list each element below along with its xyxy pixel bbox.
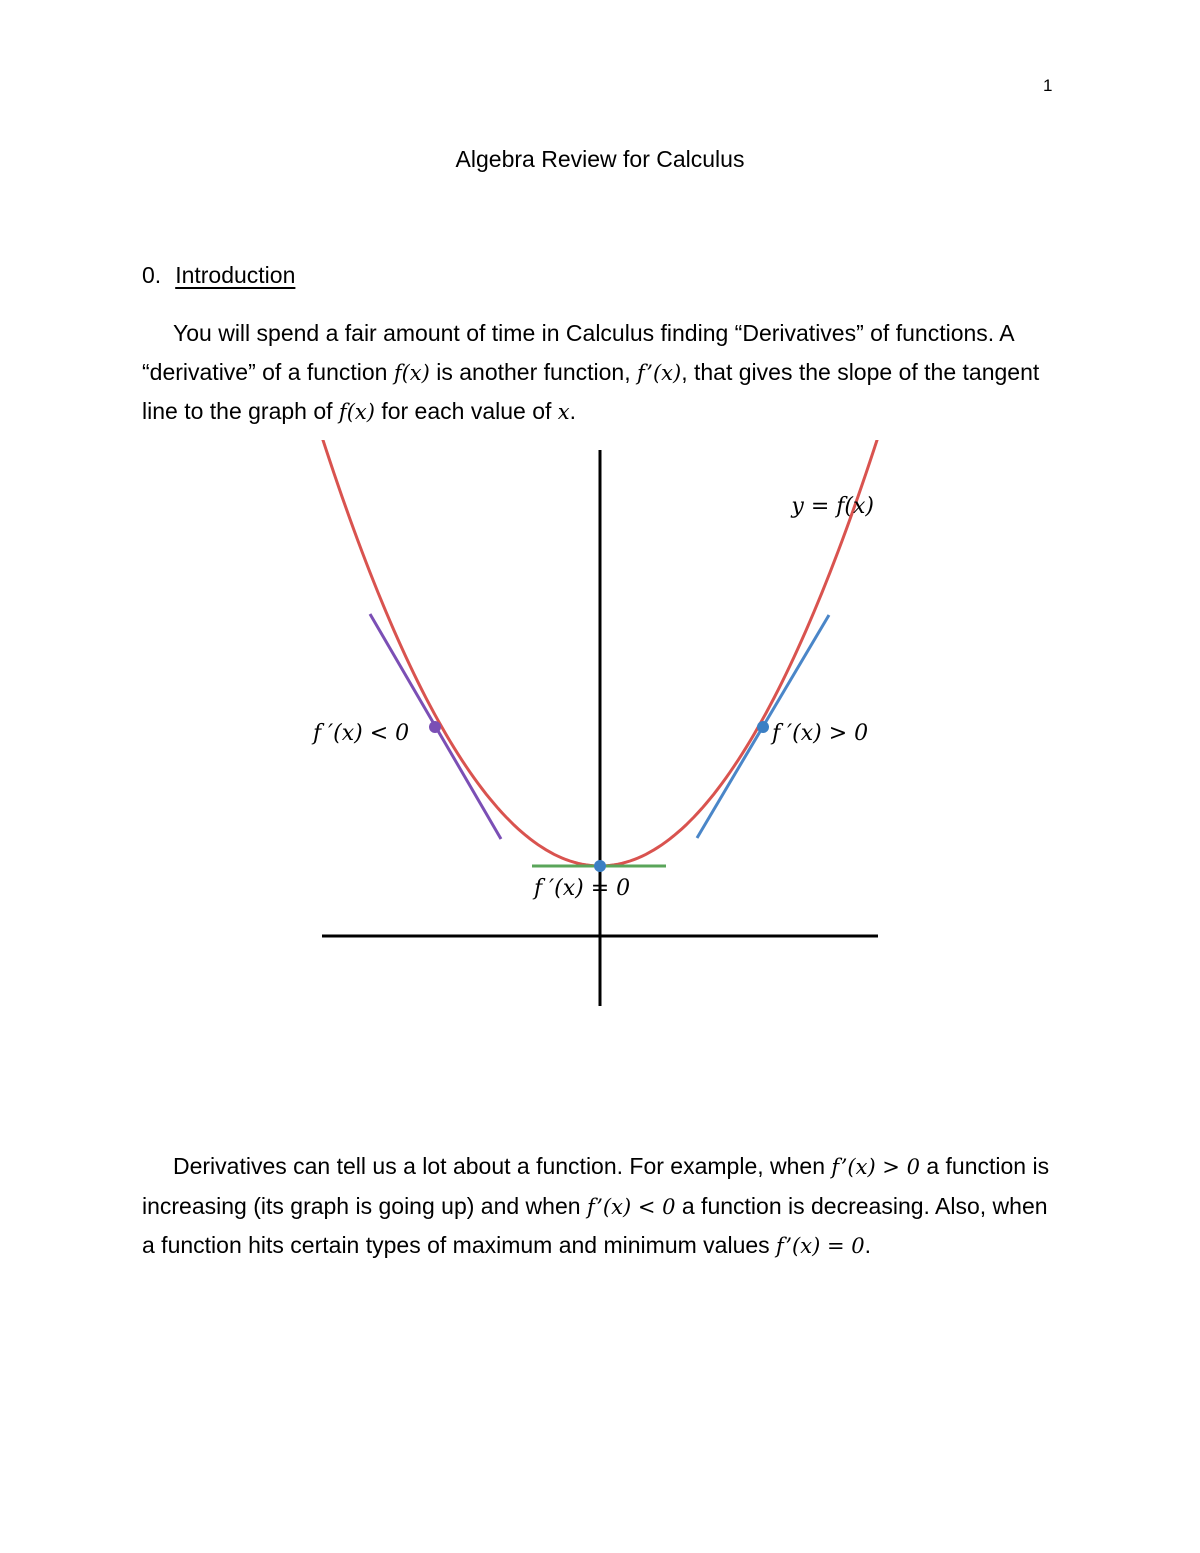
curve-label: y = f(x) bbox=[791, 494, 874, 519]
intro-math-x: x bbox=[557, 400, 570, 424]
intro-text-1: You will spend a fair amount of time in Calculus finding “Derivatives” of functions. A “derivative” of a function bbox=[142, 320, 1014, 385]
left-derivative-label: f ′(x) < 0 bbox=[313, 721, 410, 746]
section-heading bbox=[142, 262, 295, 289]
second-text-4: . bbox=[864, 1232, 871, 1258]
second-math-positive: f’(x) > 0 bbox=[831, 1155, 920, 1179]
derivative-figure bbox=[300, 440, 900, 1020]
right-tangent-point bbox=[757, 721, 769, 733]
intro-math-fx: f(x) bbox=[393, 360, 430, 385]
section-number: 0. bbox=[142, 262, 162, 288]
intro-paragraph bbox=[142, 314, 1052, 432]
left-tangent-point bbox=[429, 721, 441, 733]
right-derivative-label: f ′(x) > 0 bbox=[772, 721, 869, 746]
second-text-3: a function is decreasing. Also, when a function hits certain types of maximum and minimum values bbox=[142, 1192, 1048, 1258]
second-text-1: Derivatives can tell us a lot about a function. For example, when bbox=[173, 1153, 832, 1179]
page-title: Algebra Review for Calculus bbox=[455, 146, 745, 172]
intro-text-3: , that gives the slope of the tangent line to the graph of bbox=[142, 358, 1040, 424]
vertex-point bbox=[594, 860, 606, 872]
page-number: 1 bbox=[1043, 76, 1053, 95]
section-title: Introduction bbox=[175, 262, 296, 288]
intro-text-4: for each value of bbox=[374, 398, 558, 424]
intro-math-fprime: f’(x) bbox=[636, 360, 682, 385]
intro-text-5: . bbox=[569, 398, 577, 424]
second-text-2: a function is increasing (its graph is going up) and when bbox=[142, 1153, 1050, 1219]
intro-math-fx-2: f(x) bbox=[338, 400, 375, 424]
second-paragraph bbox=[142, 1147, 1052, 1266]
second-math-negative: f’(x) < 0 bbox=[586, 1194, 676, 1219]
intro-text-2: is another function, bbox=[429, 358, 637, 385]
zero-derivative-label: f ′(x) = 0 bbox=[534, 876, 631, 901]
second-math-zero: f’(x) = 0 bbox=[776, 1234, 865, 1258]
